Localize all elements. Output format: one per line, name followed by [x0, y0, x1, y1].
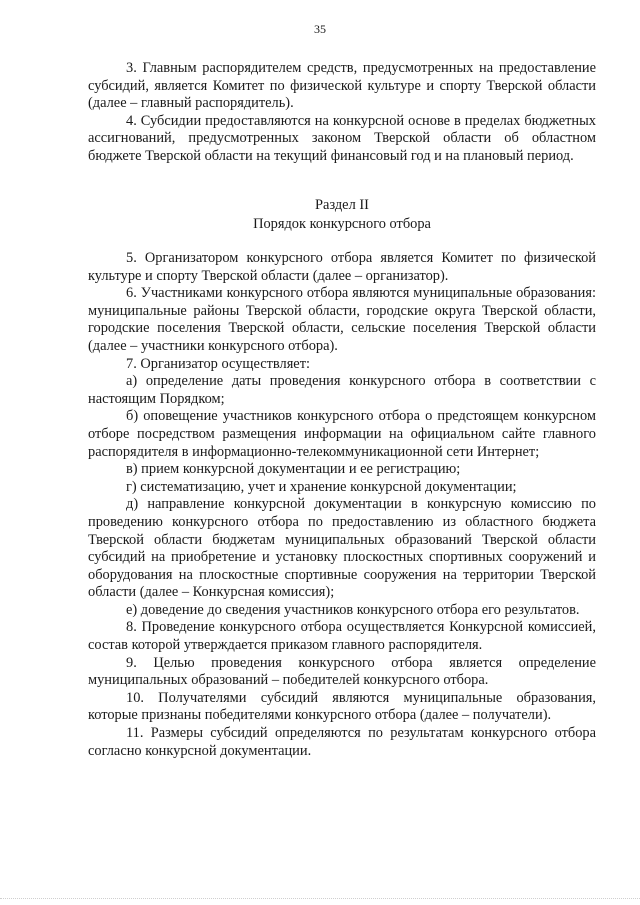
- paragraph-5: 5. Организатором конкурсного отбора является Комитет по физической культуре и спорту Тверской области (далее – организатор).: [88, 250, 596, 284]
- item-b: б) оповещение участников конкурсного отбора о предстоящем конкурсном отборе посредством размещения информации на официальном сайте главного распорядителя в информационно-телекоммуникационной сети Интернет;: [88, 408, 596, 460]
- paragraph-8: 8. Проведение конкурсного отбора осуществляется Конкурсной комиссией, состав которой утверждается приказом главного распорядителя.: [88, 619, 596, 654]
- item-d: д) направление конкурсной документации в конкурсную комиссию по проведению конкурсного отбора по предоставлению из областного бюджета Тверской области бюджетам муниципальных образований Тверской области субсидий на приобретение и установку плоскостных спортивных сооружений и оборудования на плоскостные спортивные сооружения на территории Тверской области (далее – Конкурсная комиссия);: [88, 496, 596, 601]
- paragraph-9: 9. Целью проведения конкурсного отбора является определение муниципальных образований – победителей конкурсного отбора.: [88, 654, 596, 689]
- page-number: 35: [314, 22, 326, 36]
- section-heading: [88, 196, 596, 234]
- item-e: е) доведение до сведения участников конкурсного отбора его результатов.: [126, 601, 580, 618]
- paragraph-4: 4. Субсидии предоставляются на конкурсной основе в пределах бюджетных ассигнований, предусмотренных законом Тверской области об областном бюджете Тверской области на текущий финансовый год и на плановый период.: [88, 112, 596, 164]
- section-subtitle: Порядок конкурсного отбора: [253, 216, 431, 232]
- main-paragraphs: [88, 250, 596, 760]
- paragraph-6: 6. Участниками конкурсного отбора являются муниципальные образования: муниципальные районы Тверской области, городские округа Тверской области, городские поселения Тверской области, сельские поселения Тверской области (далее – участники конкурсного отбора).: [88, 285, 596, 354]
- paragraph-7: 7. Организатор осуществляет:: [126, 355, 310, 372]
- paragraph-10: 10. Получателями субсидий являются муниципальные образования, которые признаны победителями конкурсного отбора (далее – получатели).: [88, 689, 596, 724]
- paragraph-11: 11. Размеры субсидий определяются по результатам конкурсного отбора согласно конкурсной документации.: [88, 725, 596, 759]
- footer-divider: [0, 898, 640, 900]
- item-a: а) определение даты проведения конкурсного отбора в соответствии с настоящим Порядком;: [88, 373, 596, 407]
- paragraph-3: 3. Главным распорядителем средств, предусмотренных на предоставление субсидий, является Комитет по физической культуре и спорту Тверской области (далее – главный распорядитель).: [88, 60, 596, 112]
- item-v: в) прием конкурсной документации и ее регистрацию;: [126, 461, 461, 478]
- item-g: г) систематизацию, учет и хранение конкурсной документации;: [126, 478, 517, 495]
- intro-paragraphs: [88, 60, 596, 166]
- section-title: Раздел II: [315, 197, 369, 213]
